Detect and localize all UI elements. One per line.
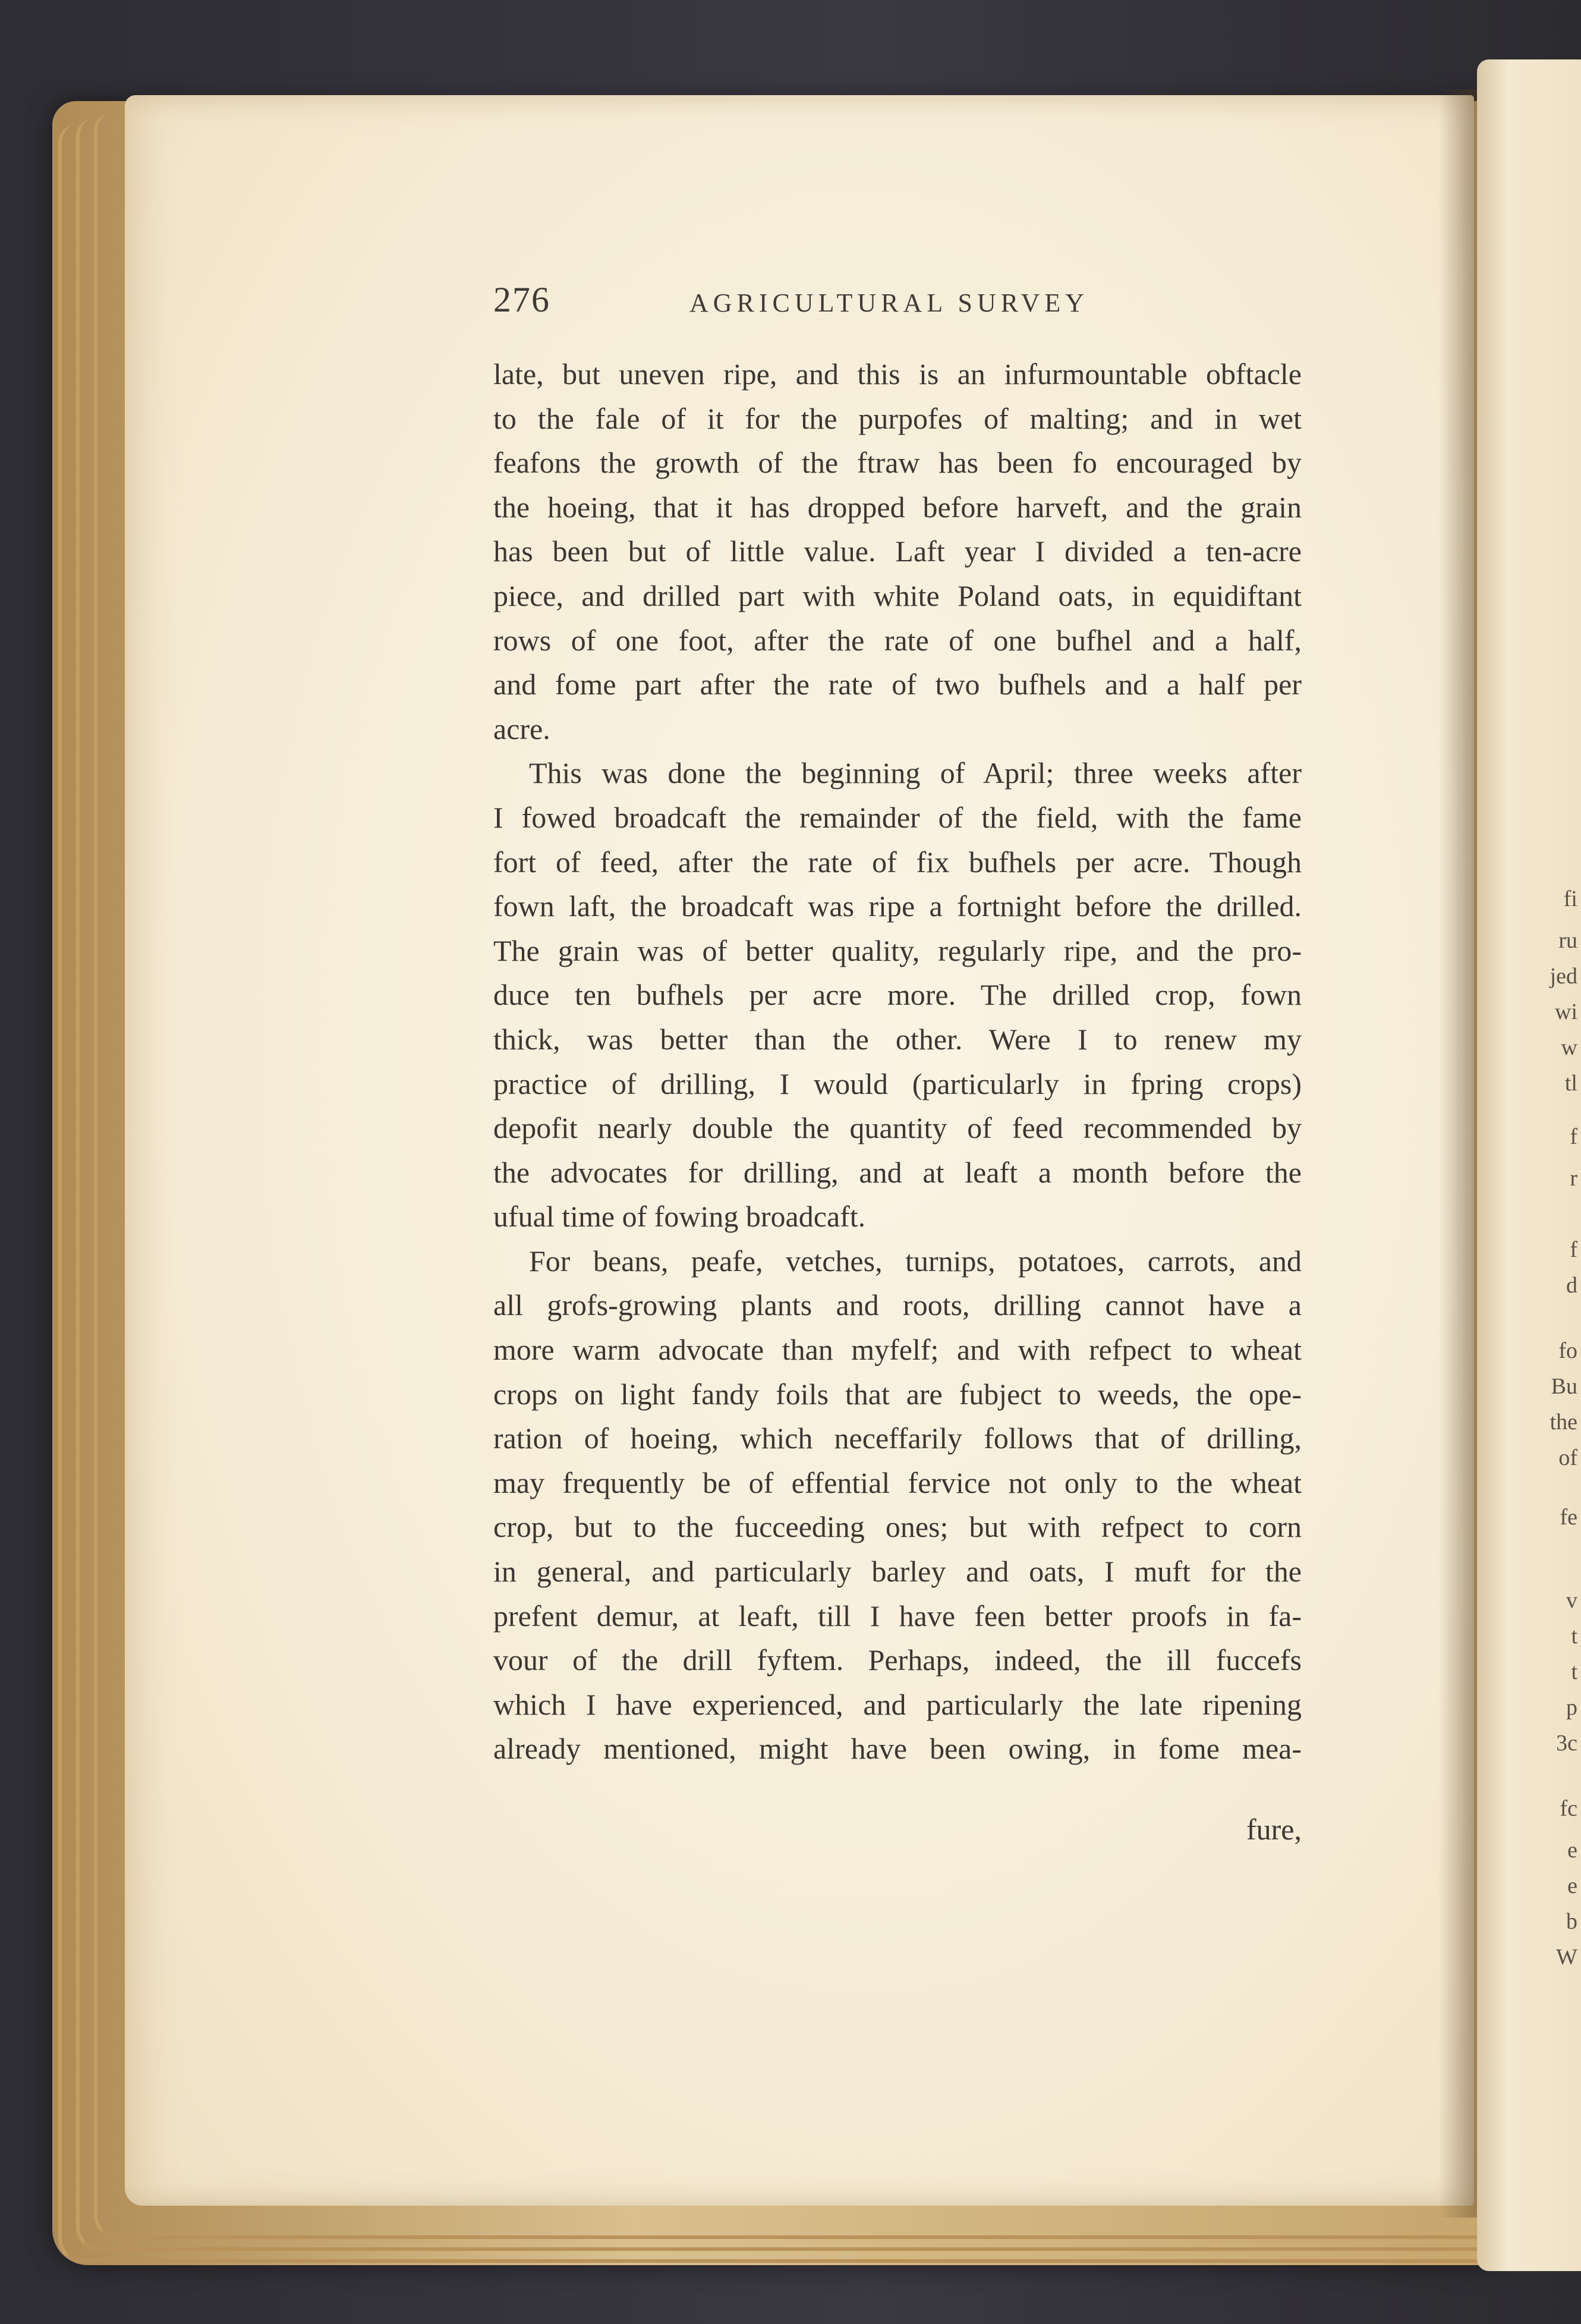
text-line: the hoeing, that it has dropped before harveft, and the grain [493, 490, 1302, 524]
facing-page-fragment: f [1570, 1237, 1577, 1262]
text-line: in general, and particularly barley and oats, I muft for the [493, 1555, 1302, 1589]
text-line: may frequently be of effential fervice not only to the wheat [493, 1466, 1302, 1499]
text-line: This was done the beginning of April; three weeks after [529, 756, 1302, 790]
facing-page-fragment: ru [1558, 928, 1577, 953]
text-line: The grain was of better quality, regularly ripe, and the pro- [493, 933, 1302, 967]
catchword: fure, [1246, 1813, 1302, 1846]
facing-page-fragment: fe [1560, 1505, 1577, 1530]
text-line: has been but of little value. Laft year I divided a ten-acre [493, 534, 1302, 568]
text-line: prefent demur, at leaft, till I have feen better proofs in fa- [493, 1599, 1302, 1633]
facing-page-fragment: jed [1549, 964, 1577, 989]
text-line: practice of drilling, I would (particularly in fpring crops) [493, 1067, 1302, 1100]
text-line: all grofs-growing plants and roots, drilling cannot have a [493, 1288, 1302, 1322]
text-line: acre. [493, 712, 550, 746]
facing-page-fragment: t [1571, 1659, 1577, 1684]
facing-page-fragment: d [1566, 1273, 1577, 1298]
running-head: AGRICULTURAL SURVEY [689, 288, 1089, 317]
text-line: and fome part after the rate of two bufhels and a half per [493, 668, 1302, 702]
text-line: thick, was better than the other. Were I to renew my [493, 1022, 1302, 1056]
text-line: rows of one foot, after the rate of one bufhel and a half, [493, 623, 1302, 657]
text-line: fort of feed, after the rate of fix bufhels per acre. Though [493, 845, 1302, 879]
facing-page-fragment: b [1566, 1909, 1577, 1934]
page-number: 276 [493, 280, 550, 319]
text-line: ufual time of fowing broadcaft. [493, 1200, 866, 1234]
text-line: late, but uneven ripe, and this is an infurmountable obftacle [493, 357, 1302, 391]
facing-page-fragment: v [1566, 1588, 1577, 1613]
facing-page-fragment: wi [1555, 999, 1577, 1024]
facing-page-fragment: p [1566, 1695, 1577, 1720]
text-line: I fowed broadcaft the remainder of the field, with the fame [493, 800, 1302, 834]
text-line: already mentioned, might have been owing, in fome mea- [493, 1732, 1302, 1766]
text-line: the advocates for drilling, and at leaft a month before the [493, 1155, 1302, 1189]
facing-page-edge [1477, 59, 1581, 2271]
facing-page-fragment: f [1570, 1124, 1577, 1149]
facing-page-fragment: fo [1558, 1338, 1577, 1363]
text-line: depofit nearly double the quantity of feed recommended by [493, 1111, 1302, 1145]
body-text [493, 352, 1302, 1771]
text-line: to the fale of it for the purpofes of malting; and in wet [493, 401, 1302, 435]
facing-page-fragment: r [1570, 1166, 1577, 1191]
text-line: vour of the drill fyftem. Perhaps, indeed, the ill fuccefs [493, 1643, 1302, 1677]
text-line: feafons the growth of the ftraw has been fo encouraged by [493, 446, 1302, 480]
facing-page-fragment: e [1567, 1838, 1577, 1863]
page-header [493, 279, 1302, 327]
facing-page-fragment: w [1561, 1035, 1577, 1060]
facing-page-fragment: tl [1564, 1071, 1577, 1096]
facing-page-fragment: 3c [1556, 1731, 1577, 1756]
text-line: piece, and drilled part with white Poland oats, in equidiftant [493, 578, 1302, 612]
facing-page-fragment: Bu [1551, 1374, 1577, 1399]
facing-page-fragment: t [1571, 1624, 1577, 1649]
text-line: crop, but to the fucceeding ones; but with refpect to corn [493, 1510, 1302, 1544]
text-line: more warm advocate than myfelf; and with refpect to wheat [493, 1333, 1302, 1367]
facing-page-fragment: fc [1560, 1796, 1577, 1821]
text-line: fown laft, the broadcaft was ripe a fortnight before the drilled. [493, 889, 1302, 923]
facing-page-fragment: of [1558, 1445, 1577, 1470]
facing-page-fragment: the [1549, 1410, 1577, 1435]
facing-page-fragment: e [1567, 1873, 1577, 1898]
facing-page-fragment: fi [1563, 886, 1577, 911]
text-line: ration of hoeing, which neceffarily follows that of drilling, [493, 1422, 1302, 1455]
text-line: duce ten bufhels per acre more. The drilled crop, fown [493, 978, 1302, 1012]
facing-page-fragment: W [1556, 1945, 1577, 1970]
text-line: For beans, peafe, vetches, turnips, potatoes, carrots, and [529, 1244, 1302, 1278]
text-line: which I have experienced, and particularly the late ripening [493, 1687, 1302, 1721]
text-line: crops on light fandy foils that are fubject to weeds, the ope- [493, 1377, 1302, 1411]
